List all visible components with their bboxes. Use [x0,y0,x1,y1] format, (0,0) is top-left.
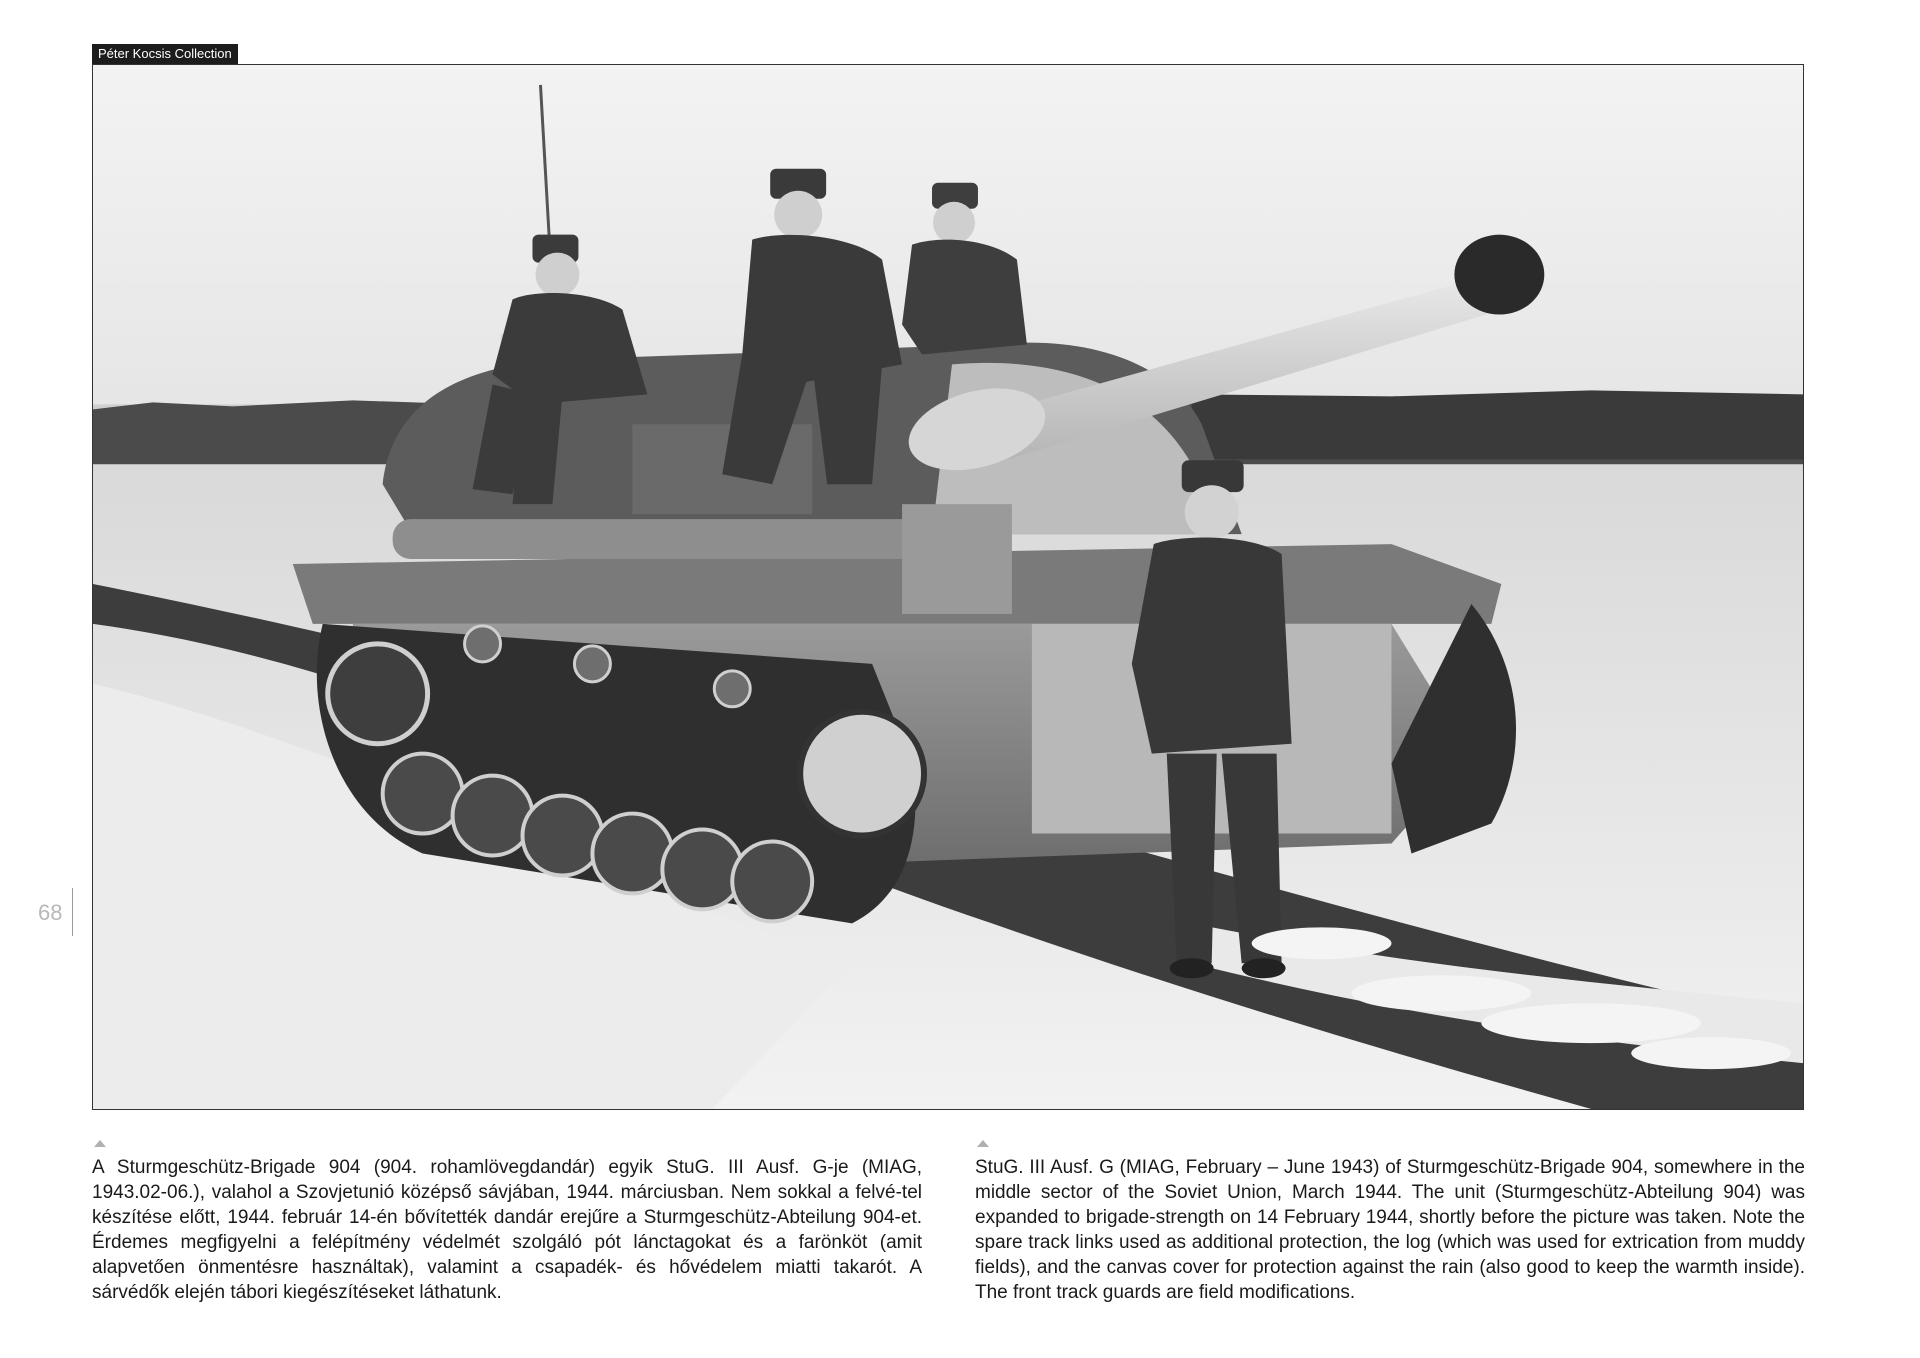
caption-english [975,1140,1805,1305]
page-number-divider [72,888,73,936]
caption-hungarian-text: A Sturmgeschütz-Brigade 904 (904. rohamlövegdandár) egyik StuG. III Ausf. G-je (MIAG, 1943.02-06.), valahol a Szovjetunió középső sávjában, 1944. márciusban. Nem sokkal a felvé-tel készítése előtt, 1944. február 14-én bővítették dandár erejűre a Sturmgeschütz-Abteilung 904-et. Érdemes megfigyelni a felépítmény védelmét szolgáló pót lánctagokat és a farönköt (amit alapvetően önmentésre használtak), valamint a csapadék- és hővédelem miatti takarót. A sárvédők elején tábori kiegészítéseket láthatunk. [92,1157,922,1303]
caption-english-text: StuG. III Ausf. G (MIAG, February – June 1943) of Sturmgeschütz-Brigade 904, somewhere in the middle sector of the Soviet Union, March 1944. The unit (Sturmgeschütz-Abteilung 904) was expanded to brigade-strength on 14 February 1944, shortly before the picture was taken. Note the spare track links used as additional protection, the log (which was used for extrication from muddy fields), and the canvas cover for protection against the rain (also good to keep the warmth inside). The front track guards are field modifications. [975,1157,1805,1303]
stug-iii-photograph-icon [93,65,1803,1109]
caption-hungarian [92,1140,922,1305]
photo-credit: Péter Kocsis Collection [92,44,238,64]
caption-marker-icon [94,1140,106,1147]
page-number: 68 [38,900,63,925]
historical-photograph [92,64,1804,1110]
caption-marker-icon [977,1140,989,1147]
